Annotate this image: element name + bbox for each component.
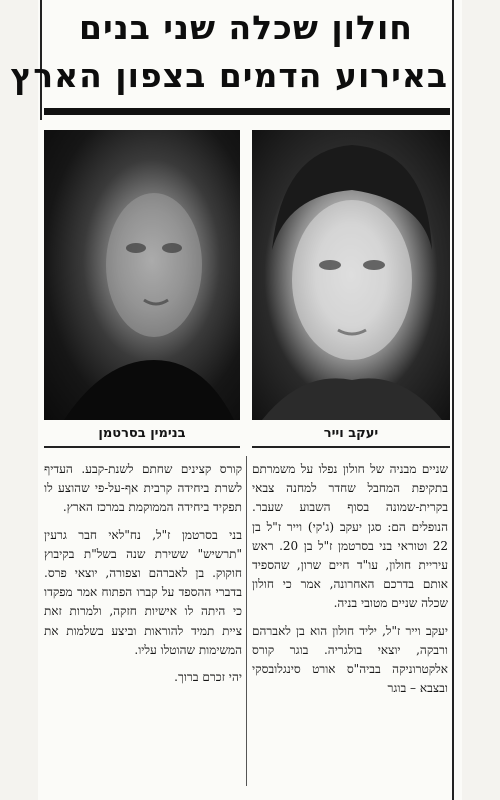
column-border-right — [452, 0, 454, 800]
caption-rule-left — [44, 446, 240, 448]
headline — [10, 4, 448, 100]
portrait-photo-right — [252, 130, 450, 420]
article-paragraph: יעקב וייר ז"ל, יליד חולון הוא בן לאברהם ורבקה, יוצאי בולגריה. בוגר קורס אלקטרוניקה בביה"ס אורט סינגלובסקי ובצבא – בוגר — [252, 623, 448, 696]
article-paragraph: בני בסרטמן ז"ל, נח"לאי חבר גרעין "תרשיש" ששירת שנה בשל"ת בקיבוץ חוקוק. בן לאברהם וצפורה, יוצאי פרס. בדברי ההספד על קברו הפתוח אמר מפקדו כי היתה לו אישיות חזקה, ולמרות זאת ציית תמיד להוראות וביצע בשלמות את המשימות שהוטלו עליו. — [44, 527, 242, 657]
caption-right: יעקב וייר — [323, 426, 379, 441]
article-column-left — [44, 460, 242, 695]
portrait-right-shading — [252, 130, 450, 420]
headline-line-1: חולון שכלה שני בנים — [79, 8, 413, 47]
column-divider — [246, 456, 247, 786]
article-paragraph: קורס קצינים שחתם לשנת-קבע. העדיף לשרת ביחידה קרבית אף-על-פי שהוצע לו תפקיד ביחידה הממוקמת במרכז הארץ. — [44, 462, 242, 515]
article-column-right — [252, 460, 448, 706]
headline-rule — [44, 108, 450, 115]
portrait-photo-left — [44, 130, 240, 420]
caption-rule-right — [252, 446, 450, 448]
headline-line-2: באירוע הדמים בצפון הארץ — [10, 56, 448, 95]
article-paragraph: יהי זכרם ברוך. — [174, 670, 242, 685]
portrait-left-shading — [44, 130, 240, 420]
article-paragraph: שניים מבניה של חולון נפלו על משמרתם בתקיפת המחבל שחדר למחנה צבאי בקרית-שמונה בסוף השבוע שעבר. הנופלים הם: סגן יעקב (ג'קי) וייר ז"ל בן 22 וטוראי בני בסרטמן ז"ל בן 20. ראש עיריית חולון, עו"ד חיים שרון, שהספיד אותם בדרכם האחרונה, אמר כי חולון שכלה שניים מטובי בניה. — [252, 462, 448, 611]
caption-left: בנימין בסרטמן — [98, 426, 186, 441]
